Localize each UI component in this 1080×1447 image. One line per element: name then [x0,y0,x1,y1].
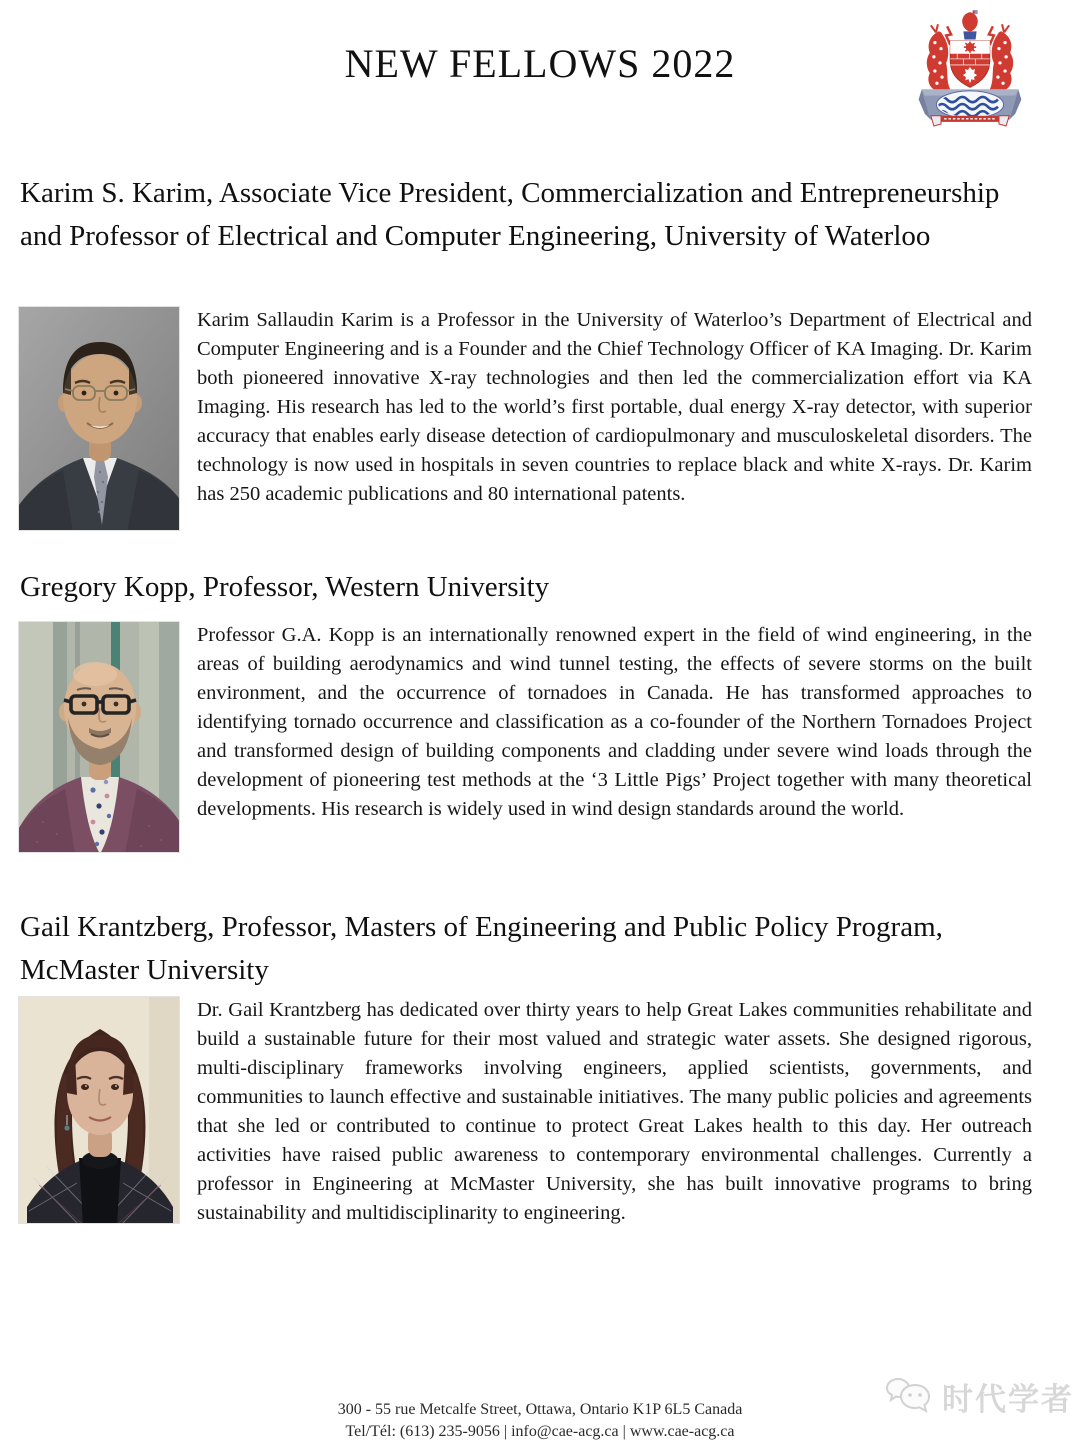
watermark [884,1374,1074,1419]
crest-icon [916,8,1024,128]
crest-base [919,89,1022,126]
page-title: NEW FELLOWS 2022 [344,41,736,86]
fellow-bio-krantzberg: Dr. Gail Krantzberg has dedicated over thirty years to help Great Lakes communities rehabilitate and build a sustainable future for their most valued and strategic water assets. She designed rigorous, multi-disciplinary frameworks involving engineers, applied scientists, governments, and communities to launch effective and sustainable initiatives. The many public policies and agreements that she led or contributed to continue to protect Great Lakes health to this day. Her outreach activities have raised public awareness to contemporary environmental challenges. Currently a professor in Engineering at McMaster University, she has built innovative programs to bring sustainability and multidisciplinarity to engineering. [197,999,1032,1224]
fellow-section-karim [18,306,1032,531]
watermark-label: 时代学者 [942,1382,1074,1417]
footer-address: 300 - 55 rue Metcalfe Street, Ottawa, Ontario K1P 6L5 Canada [337,1401,743,1418]
chat-bubbles-icon [884,1375,936,1419]
portrait-karim-s-karim [18,306,180,531]
crest-left-supporter [927,24,950,89]
fellow-bio-kopp: Professor G.A. Kopp is an internationally renowned expert in the field of wind engineering, in the areas of building aerodynamics and wind tunnel testing, the effects of severe storms on the built environment, and the occurrence of tornadoes in Canada. He has transformed approaches to identifying tornado occurrence and classification as a co-founder of the Northern Tornadoes Project and transformed design of building components and cladding under severe wind loads through the development of pioneering test methods at the ‘3 Little Pigs’ Project together with many theoretical developments. His research is widely used in wind design standards around the world. [197,624,1032,820]
crest-sunburst [964,42,976,53]
footer-contact: Tel/Tél: (613) 235-9056 | info@cae-acg.ca | www.cae-acg.ca [345,1422,735,1440]
fellow-section-krantzberg [18,996,1032,1228]
cae-crest-logo [916,8,1024,128]
fellow-heading-kopp: Gregory Kopp, Professor, Western University [20,571,550,603]
crest-right-supporter [990,24,1013,89]
portrait-gail-krantzberg [18,996,180,1224]
fellow-section-kopp [18,621,1032,853]
fellow-heading-krantzberg: Gail Krantzberg, Professor, Masters of Engineering and Public Policy Program, McMaster University [20,911,943,986]
fellow-heading-karim: Karim S. Karim, Associate Vice President, Commercialization and Entrepreneurship and Professor of Electrical and Computer Engineering, University of Waterloo [20,177,1000,252]
fellow-bio-karim: Karim Sallaudin Karim is a Professor in the University of Waterloo’s Department of Electrical and Computer Engineering and is a Founder and the Chief Technology Officer of KA Imaging. Dr. Karim both pioneered innovative X-ray technologies and then led the commercialization effort via KA Imaging. His research has led to the world’s first portable, dual energy X-ray detector, with superior accuracy that enables early disease detection of cardiopulmonary and musculoskeletal disorders. The technology is now used in hospitals in seven countries to replace black and white X-rays. Dr. Karim has 250 academic publications and 80 international patents. [197,309,1032,505]
crest-shield [950,41,990,88]
portrait-gregory-kopp [18,621,180,853]
